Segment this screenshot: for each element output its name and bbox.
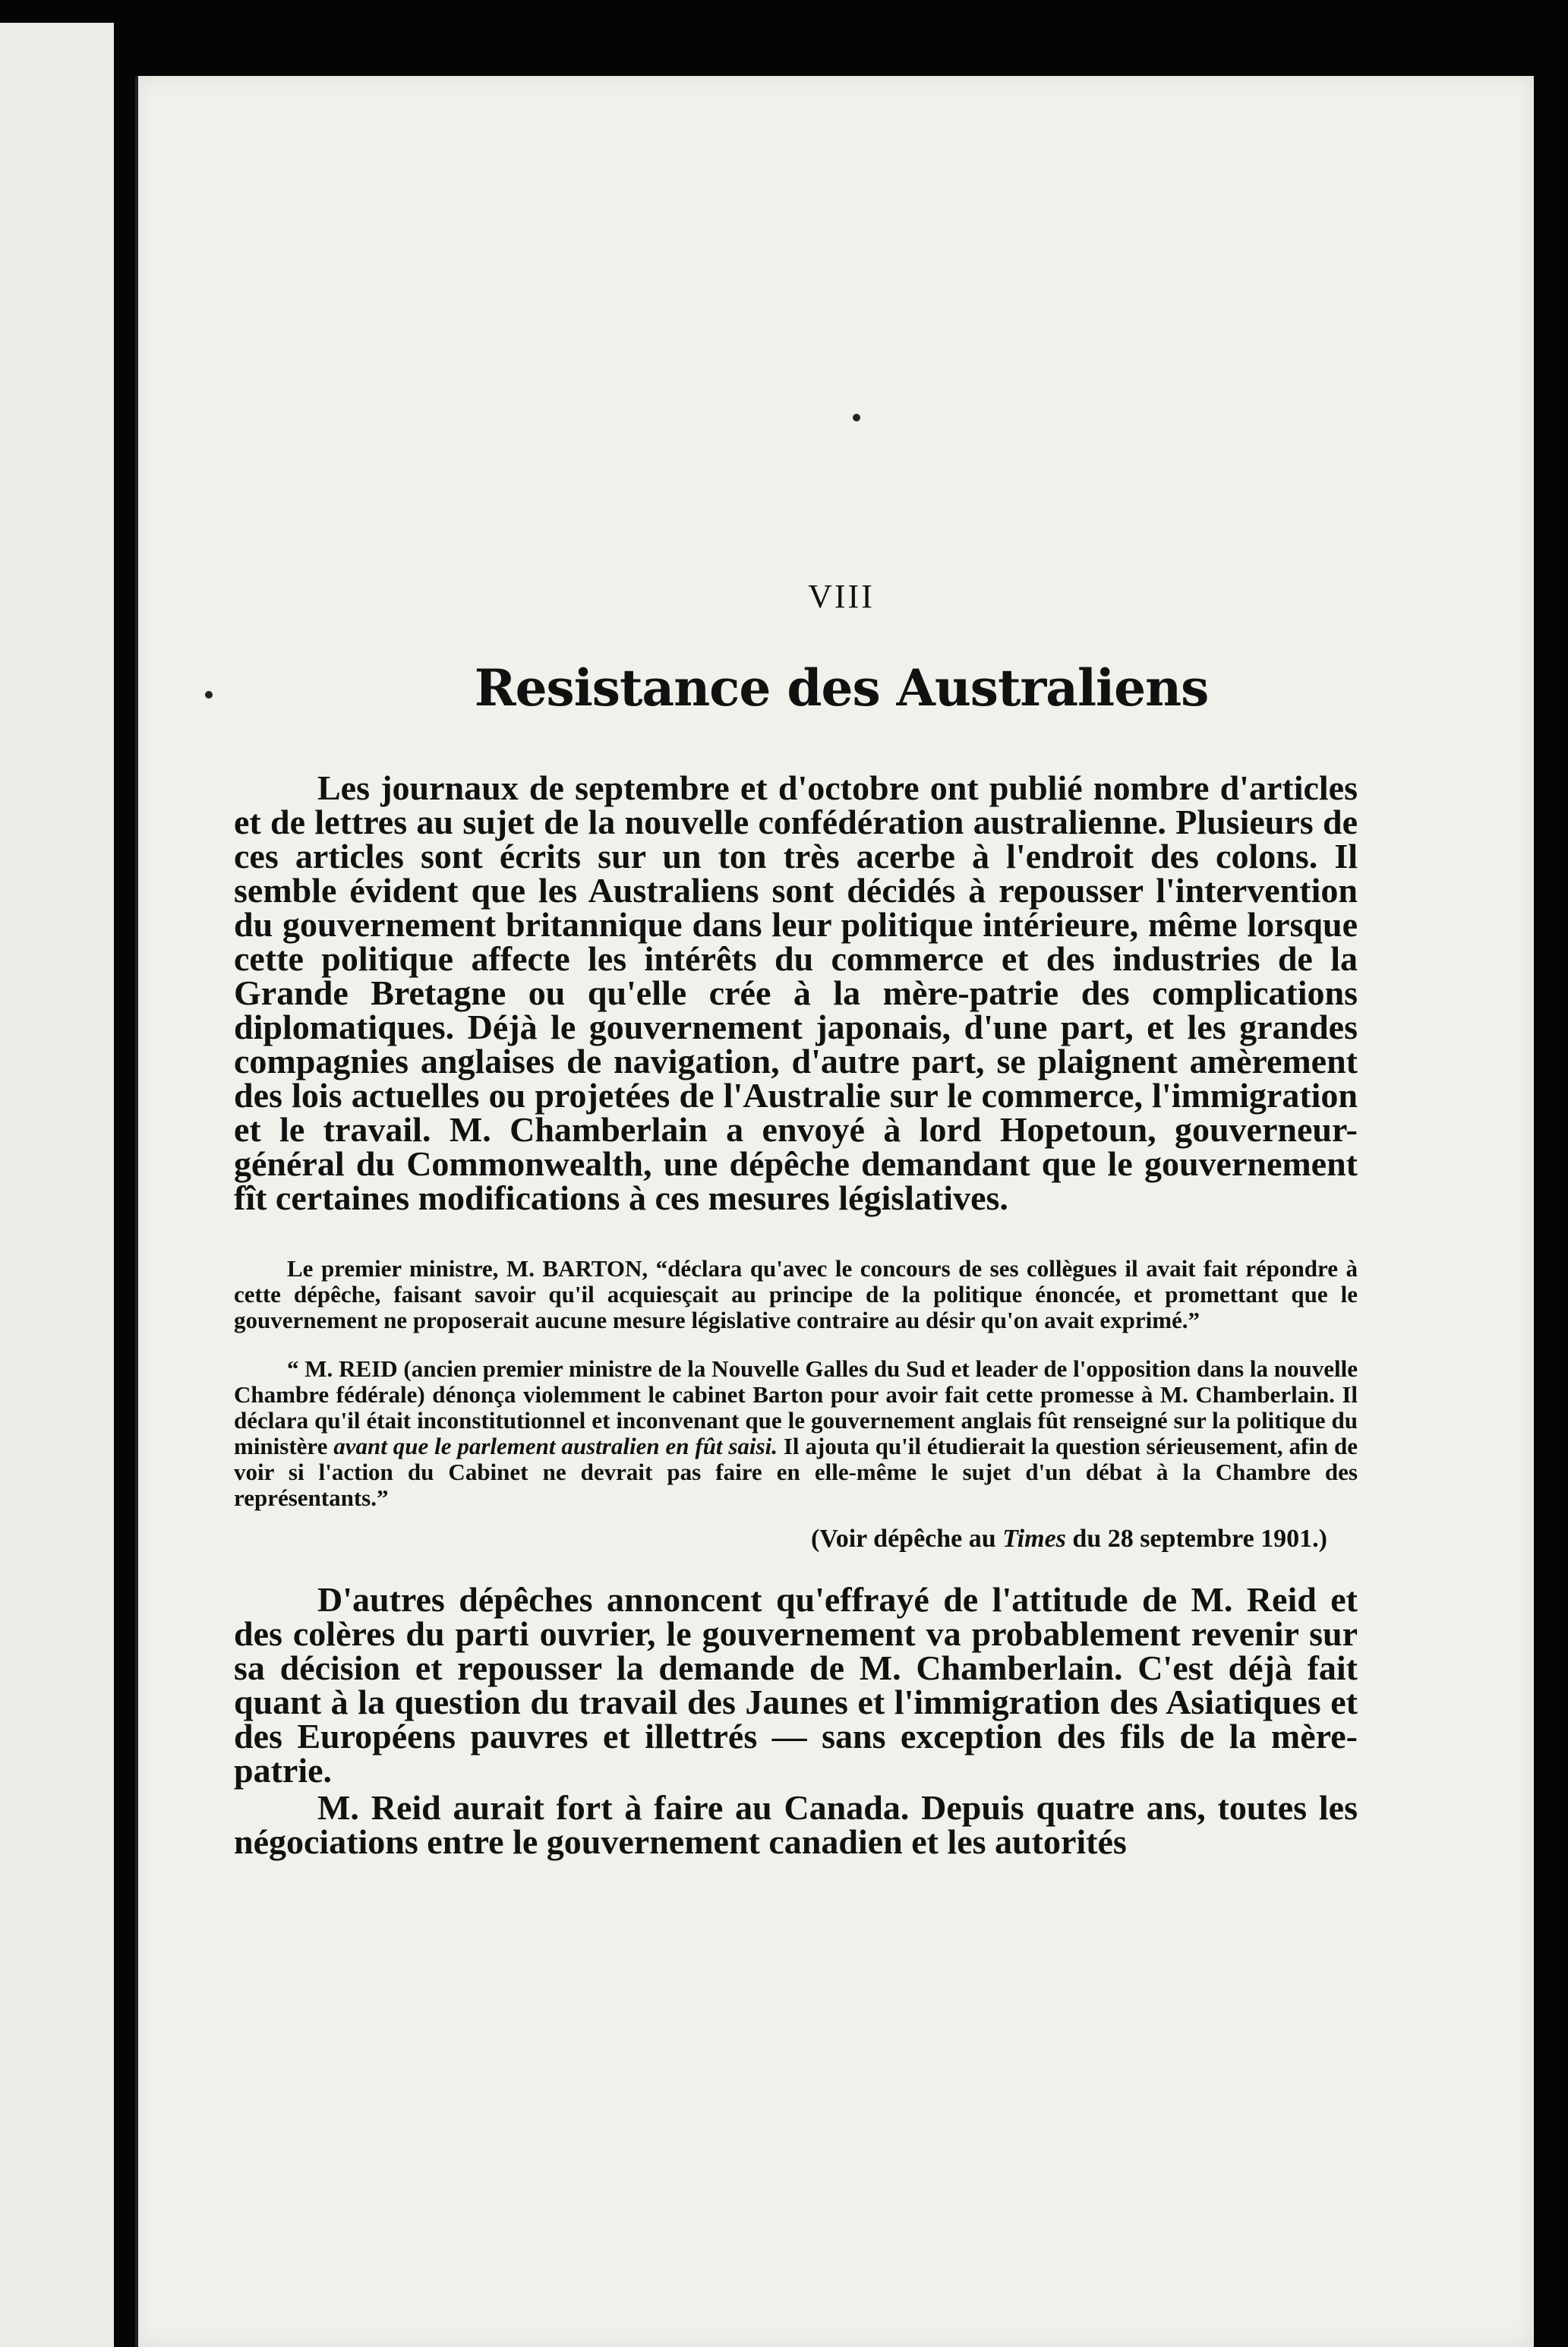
- print-speck: [205, 691, 213, 699]
- quote-reid-text: “ M. REID (ancien premier ministre de la Nouvelle Galles du Sud et leader de l'opposition dans la nouvelle Chambre fédérale) dénonça violemment le cabinet Barton pour avoir fait cette promesse à M. Chamberlain. Il déclara qu'il était inconstitutionnel et inconvenant que le gouvernement anglais fût renseigné sur la politique du ministère: [234, 1355, 1358, 1459]
- source-suffix: du 28 septembre 1901.): [1065, 1525, 1327, 1553]
- page-left-border: [135, 76, 138, 2347]
- quote-barton: Le premier ministre, M. BARTON, “déclara qu'avec le concours de ses collègues il avait fait répondre à cette dépêche, faisant savoir qu'il acquiesçait au principe de la politique énoncée, et promettant que le gouvernement ne proposerait aucune mesure législative contraire au désir qu'on avait exprimé.”: [234, 1255, 1358, 1333]
- page-content: [234, 577, 1358, 1859]
- source-prefix: (Voir dépêche au: [810, 1525, 1003, 1553]
- source-citation: [234, 1525, 1327, 1554]
- body-paragraph-2: D'autres dépêches annoncent qu'effrayé de l'attitude de M. Reid et des colères du parti ouvrier, le gouvernement va probablement revenir sur sa décision et repousser la demande de M. Chamberlain. C'est déjà fait quant à la question du travail des Jaunes et l'immigration des Asiatiques et des Européens pauvres et illettrés — sans exception des fils de la mère-patrie.: [234, 1580, 1358, 1790]
- book-page: [135, 76, 1534, 2347]
- quote-reid-italic: avant que le parlement australien en fût saisi.: [333, 1433, 778, 1459]
- body-paragraph-3: M. Reid aurait fort à faire au Canada. Depuis quatre ans, toutes les négociations entre le gouvernement canadien et les autorités: [234, 1788, 1358, 1861]
- print-speck: [853, 414, 860, 421]
- quote-reid: [234, 1356, 1358, 1511]
- facing-page-edge: [0, 23, 114, 2347]
- quote-reid-text-end: Il ajouta qu'il étudierait la question sérieusement, afin de voir si l'action du Cabinet ne devrait pas faire en elle-même le sujet d'un débat à la Chambre des représentants.”: [234, 1433, 1358, 1511]
- chapter-number: VIII: [808, 578, 875, 615]
- source-newspaper: Times: [1002, 1525, 1066, 1553]
- body-paragraph-1: Les journaux de septembre et d'octobre ont publié nombre d'articles et de lettres au sujet de la nouvelle confédération australienne. Plusieurs de ces articles sont écrits sur un ton très acerbe à l'endroit des colons. Il semble évident que les Australiens sont décidés à repousser l'intervention du gouvernement britannique dans leur politique intérieure, même lorsque cette politique affecte les intérêts du commerce et des industries de la Grande Bretagne ou qu'elle crée à la mère-patrie des complications diplomatiques. Déjà le gouvernement japonais, d'une part, et les grandes compagnies anglaises de navigation, d'autre part, se plaignent amèrement des lois actuelles ou projetées de l'Australie sur le commerce, l'immigration et le travail. M. Chamberlain a envoyé à lord Hopetoun, gouverneur-général du Commonwealth, une dépêche demandant que le gouvernement fît certaines modifications à ces mesures législatives.: [234, 768, 1358, 1217]
- chapter-title: Resistance des Australiens: [474, 658, 1209, 718]
